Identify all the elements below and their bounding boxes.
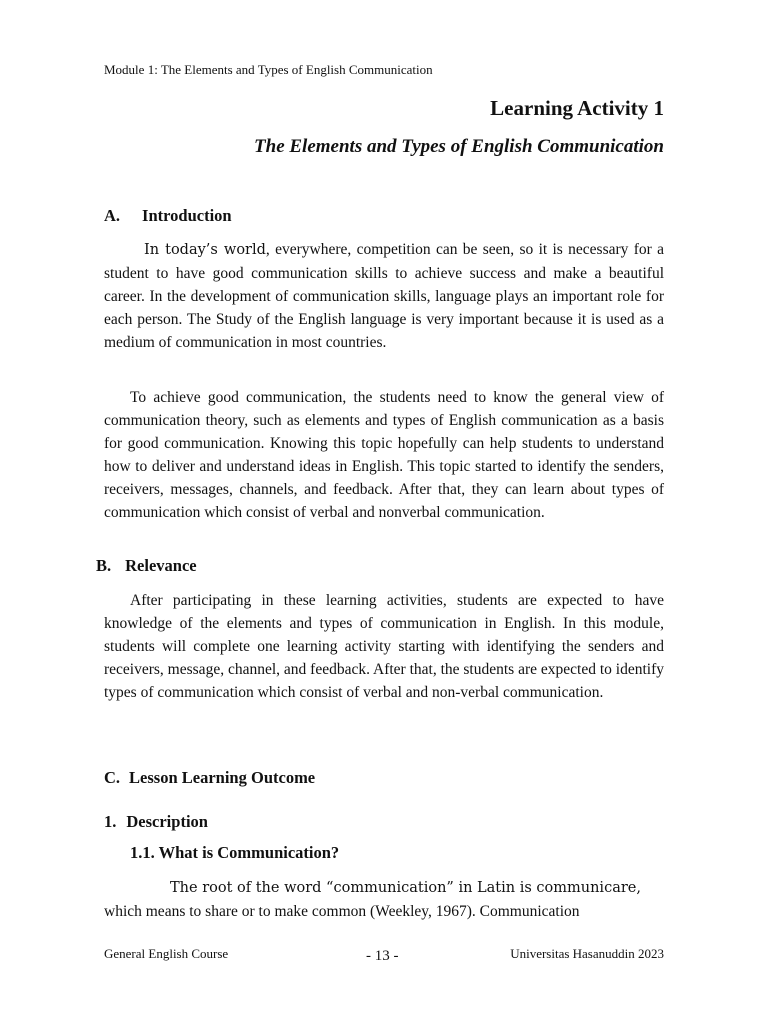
section-a-marker: A. [104,206,121,225]
section-b-title: Relevance [125,556,197,575]
page-number: - 13 - [366,948,399,964]
paragraph-text: which means to share or to make common (Weekley, 1967). Communication [104,903,580,920]
section-b-paragraph-1: After participating in these learning activities, students are expected to have knowledge of the elements and types of communication in English. In this module, students will complete one learning activity starting with identifying the senders and receivers, message, channel, and feedback. After that, the students are expected to identify types of communication which consist of verbal and non-verbal communication. [104,592,664,701]
footer-institution: Universitas Hasanuddin 2023 [510,946,664,961]
subsection-1-title: Description [126,812,208,831]
page-title: Learning Activity 1 [490,96,664,120]
subsection-1-1-paragraph [104,876,664,923]
paragraph-text: , everywhere, competition can be seen, so it is necessary for a student to have good communication skills to achieve success and make a beautiful career. In the development of communication skills, language plays an important role for each person. The Study of the English language is very important because it is used as a medium of communication in most countries. [104,241,664,351]
subsection-1-1-heading: 1.1. What is Communication? [130,843,340,862]
footer-course: General English Course [104,946,229,961]
running-head: Module 1: The Elements and Types of English Communication [104,62,433,77]
section-a-paragraph-1 [104,238,664,354]
subsection-1-marker: 1. [104,812,117,831]
section-c-heading [104,768,315,788]
page-subtitle: The Elements and Types of English Communication [254,136,664,157]
subsection-1-heading [104,812,208,832]
section-b-heading [96,556,197,576]
section-a-paragraph-2: To achieve good communication, the students need to know the general view of communication theory, such as elements and types of English communication as a basis for good communication. Knowing this topic hopefully can help students to understand how to deliver and understand ideas in English. This topic started to identify the senders, receivers, messages, channels, and feedback. After that, they can learn about types of communication which consist of verbal and nonverbal communication. [104,389,664,521]
section-c-title: Lesson Learning Outcome [129,768,316,787]
section-a-heading [104,206,232,226]
section-b-marker: B. [96,556,112,575]
section-c-marker: C. [104,768,121,787]
paragraph-lead: In today’s world [144,242,266,258]
paragraph-lead: The root of the word “communication” in Latin is communicare, [170,880,641,896]
section-a-title: Introduction [142,206,232,225]
